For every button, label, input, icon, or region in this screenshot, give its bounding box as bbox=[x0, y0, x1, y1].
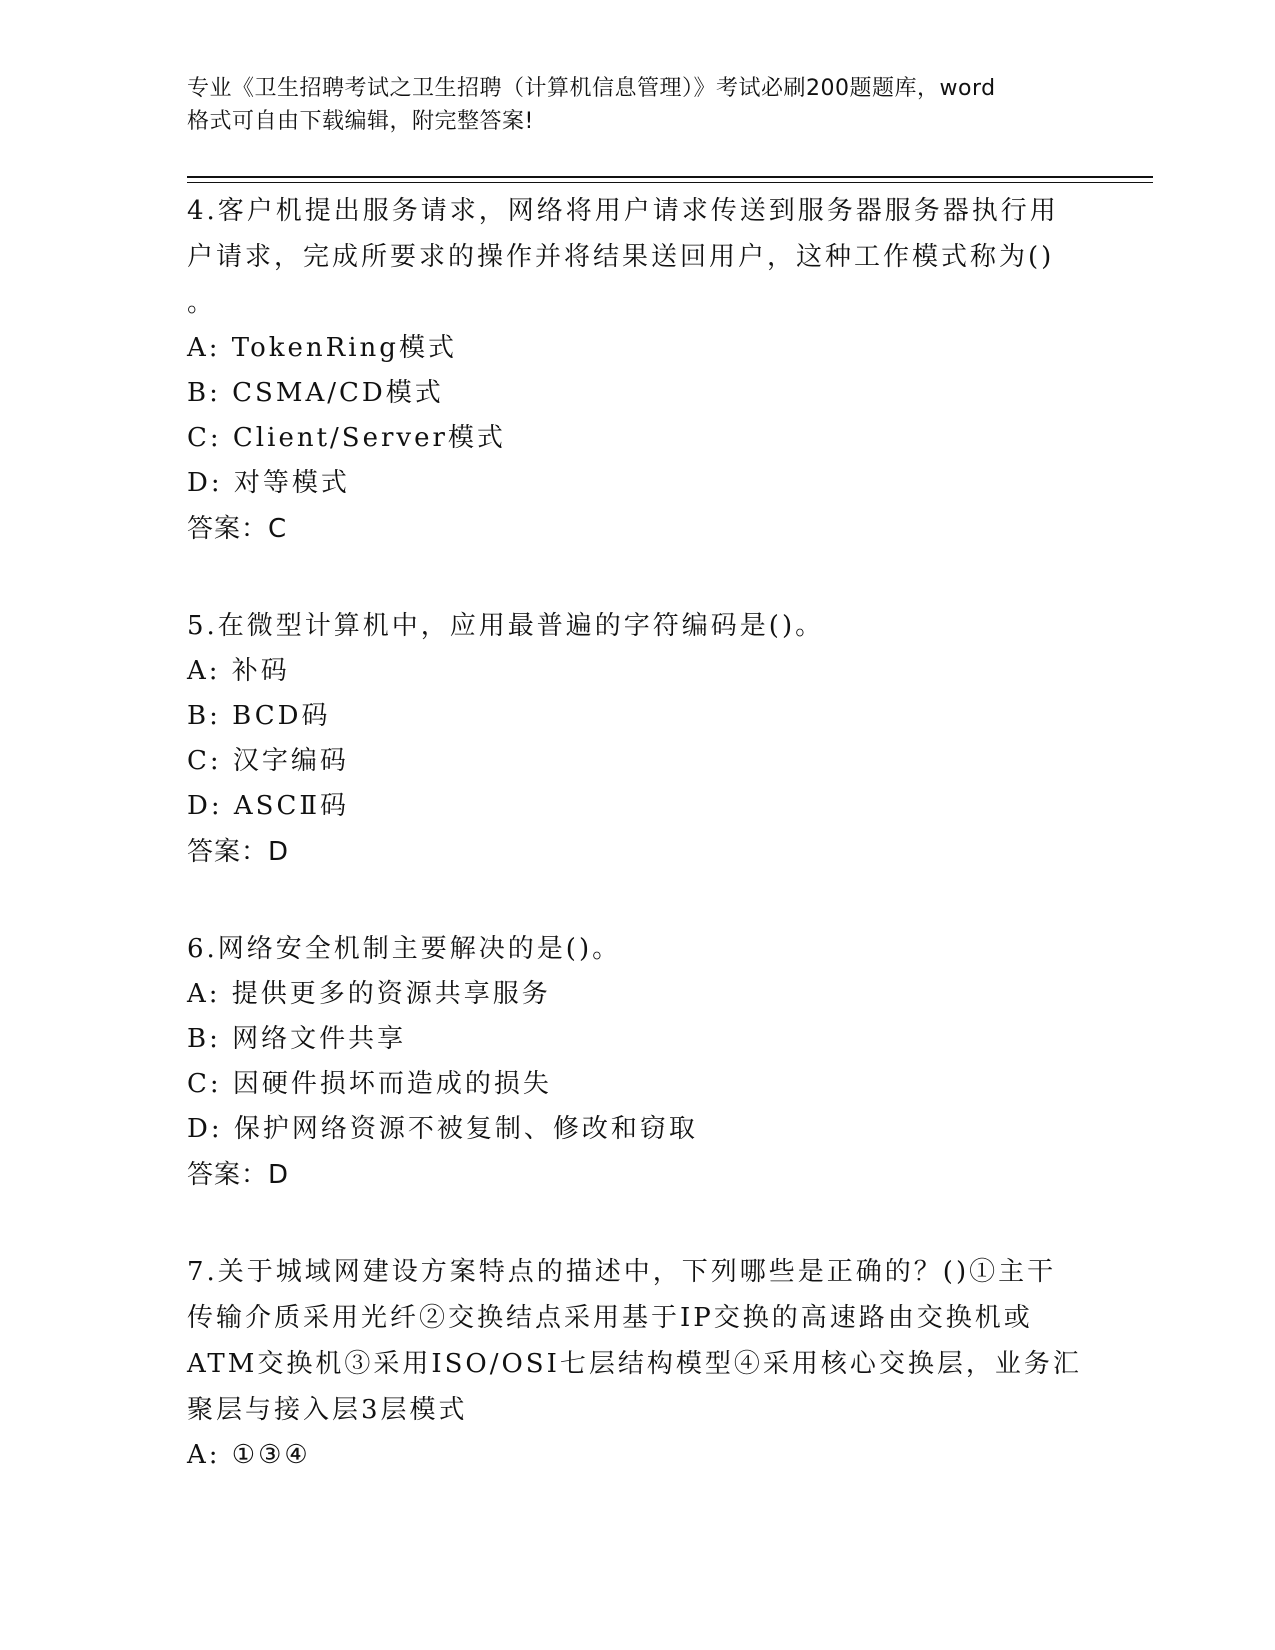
option-d: D: ASCⅡ码 bbox=[187, 791, 350, 821]
question-6 bbox=[187, 926, 1087, 1198]
option-a: A: 提供更多的资源共享服务 bbox=[187, 979, 551, 1009]
question-stem-line: 户请求，完成所要求的操作并将结果送回用户，这种工作模式称为() bbox=[187, 242, 1055, 272]
question-stem-line: 传输介质采用光纤②交换结点采用基于IP交换的高速路由交换机或 bbox=[187, 1303, 1033, 1333]
option-a: A: ①③④ bbox=[187, 1440, 311, 1470]
question-stem-line: 4.客户机提出服务请求，网络将用户请求传送到服务器服务器执行用 bbox=[187, 196, 1059, 226]
question-stem-line: 6.网络安全机制主要解决的是()。 bbox=[187, 934, 622, 964]
option-b: B: CSMA/CD模式 bbox=[187, 378, 444, 408]
answer-line: 答案：D bbox=[187, 1160, 290, 1190]
document-header bbox=[187, 72, 1087, 138]
question-stem-line: 5.在微型计算机中，应用最普遍的字符编码是()。 bbox=[187, 611, 825, 641]
option-b: B: 网络文件共享 bbox=[187, 1024, 407, 1054]
question-4 bbox=[187, 188, 1087, 552]
header-line-1: 专业《卫生招聘考试之卫生招聘（计算机信息管理）》考试必刷200题题库，word bbox=[187, 76, 996, 101]
question-list bbox=[187, 188, 1087, 1529]
option-a: A: 补码 bbox=[187, 656, 290, 686]
question-stem-line: ATM交换机③采用ISO/OSI七层结构模型④采用核心交换层，业务汇 bbox=[187, 1349, 1082, 1379]
question-stem-line: 聚层与接入层3层模式 bbox=[187, 1395, 468, 1425]
option-d: D: 对等模式 bbox=[187, 468, 350, 498]
option-c: C: Client/Server模式 bbox=[187, 423, 506, 453]
question-7 bbox=[187, 1249, 1087, 1478]
option-c: C: 因硬件损坏而造成的损失 bbox=[187, 1069, 552, 1099]
option-c: C: 汉字编码 bbox=[187, 746, 349, 776]
option-b: B: BCD码 bbox=[187, 701, 331, 731]
question-stem-line: 7.关于城域网建设方案特点的描述中，下列哪些是正确的？()①主干 bbox=[187, 1257, 1057, 1287]
header-line-2: 格式可自由下载编辑，附完整答案! bbox=[187, 109, 534, 134]
question-5 bbox=[187, 603, 1087, 875]
option-a: A: TokenRing模式 bbox=[187, 333, 457, 363]
answer-line: 答案：D bbox=[187, 837, 290, 867]
answer-line: 答案：C bbox=[187, 514, 288, 544]
option-d: D: 保护网络资源不被复制、修改和窃取 bbox=[187, 1114, 698, 1144]
header-rule-thin bbox=[187, 182, 1153, 183]
question-stem-line: 。 bbox=[187, 288, 217, 318]
header-rule-thick bbox=[187, 176, 1153, 178]
